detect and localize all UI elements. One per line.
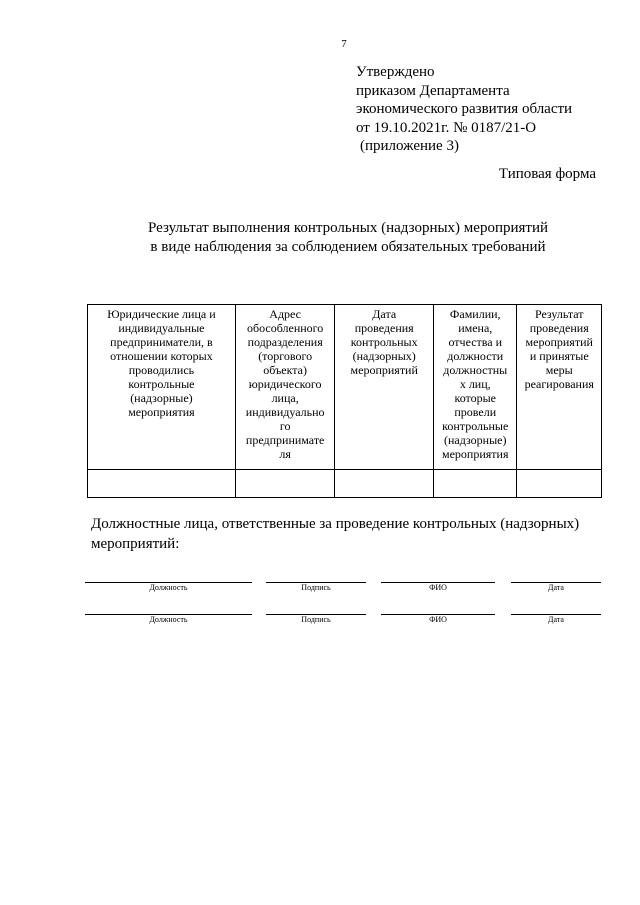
responsible-line: Должностные лица, ответственные за проведение контрольных (надзорных)	[91, 516, 580, 532]
header-result: Результат проведения мероприятий и принятые меры реагирования	[517, 305, 602, 470]
title-line: в виде наблюдения за соблюдением обязательных требований	[150, 239, 546, 255]
responsible-line: мероприятий:	[91, 536, 180, 552]
table-cell	[88, 470, 236, 498]
approval-line: Утверждено	[356, 64, 435, 80]
table-cell	[335, 470, 434, 498]
table-header-row	[88, 305, 602, 470]
caption-signature: Подпись	[301, 583, 331, 592]
document-title	[40, 219, 640, 257]
header-address: Адрес обособленного подразделения (торгового объекта) юридического лица, индивидуально го предпринимате ля	[235, 305, 335, 470]
page-number: 7	[341, 38, 347, 50]
approval-line: (приложение 3)	[360, 138, 459, 154]
approval-line: экономического развития области	[356, 101, 573, 117]
table-cell	[434, 470, 517, 498]
header-officials: Фамилии, имена, отчества и должности должностны х лиц, которые провели контрольные (надзорные) мероприятия	[434, 305, 517, 470]
caption-name: ФИО	[429, 615, 447, 624]
table-cell	[517, 470, 602, 498]
header-entities: Юридические лица и индивидуальные предприниматели, в отношении которых проводились контрольные (надзорные) мероприятия	[88, 305, 236, 470]
form-type-label: Типовая форма	[498, 166, 596, 182]
caption-position: Должность	[149, 583, 188, 592]
approval-line: приказом Департамента	[356, 82, 510, 99]
caption-date: Дата	[548, 583, 564, 592]
caption-signature: Подпись	[301, 615, 331, 624]
header-date: Дата проведения контрольных (надзорных) мероприятий	[335, 305, 434, 470]
caption-name: ФИО	[429, 583, 447, 592]
caption-date: Дата	[548, 615, 564, 624]
approval-block	[356, 63, 572, 156]
responsible-officials-heading	[91, 514, 611, 554]
caption-position: Должность	[149, 615, 188, 624]
approval-line: от 19.10.2021г. № 0187/21-О	[356, 119, 537, 136]
results-table	[87, 304, 602, 498]
table-row	[88, 470, 602, 498]
table-cell	[235, 470, 335, 498]
title-line: Результат выполнения контрольных (надзорных) мероприятий	[147, 220, 549, 236]
